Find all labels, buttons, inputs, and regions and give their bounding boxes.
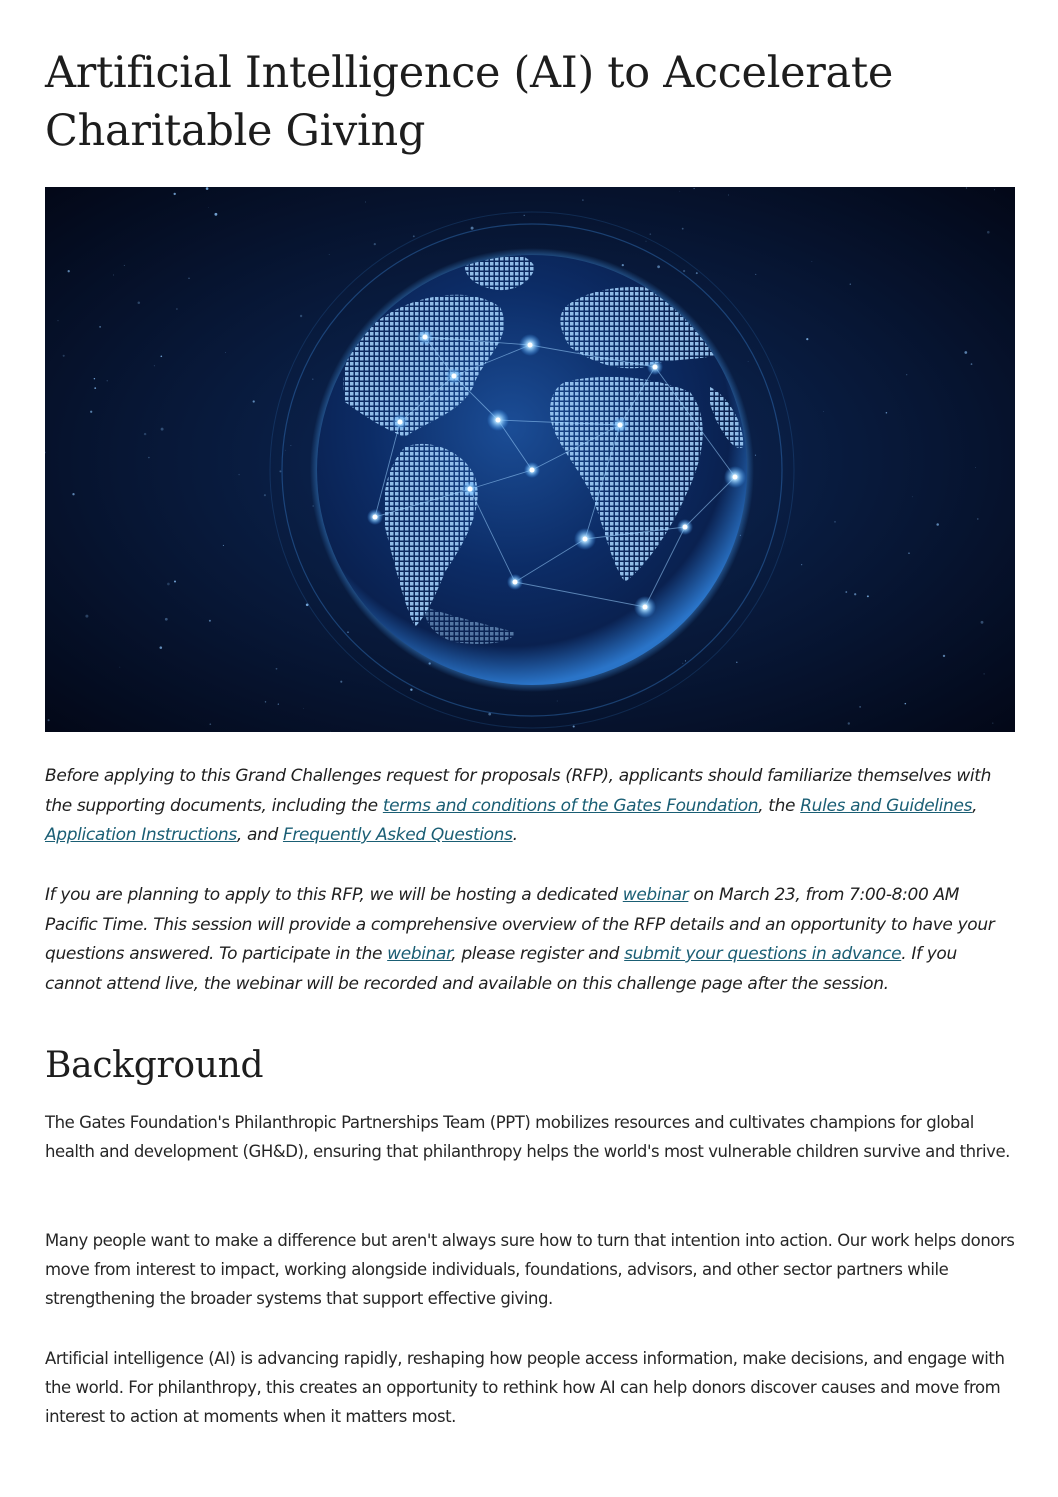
star xyxy=(148,457,150,459)
star xyxy=(174,580,176,582)
network-node-core xyxy=(643,605,648,610)
star xyxy=(971,363,973,365)
star xyxy=(225,352,226,353)
star xyxy=(290,445,291,446)
intro-text: . If you cannot attend live, the webinar will be recorded and available on this challenge page after the session. xyxy=(45,944,957,994)
star xyxy=(330,731,331,732)
star xyxy=(99,326,101,328)
star xyxy=(167,583,170,586)
star xyxy=(886,412,888,414)
network-node-core xyxy=(530,468,535,473)
star xyxy=(694,188,695,189)
network-node-core xyxy=(733,475,738,480)
intro-text: on March 23, from 7:00-8:00 AM Pacific Time. This session will provide a comprehensive overview of the RFP details and an opportunity to have your questions answered. To participate in the xyxy=(45,885,995,964)
background-paragraph-2: Many people want to make a difference but aren't always sure how to turn that intention into action. Our work helps donors move from interest to impact, working alongside individuals, foundations, advisors, and other sector partners while strengthening the broader systems that support effective giving. xyxy=(45,1231,1015,1308)
star xyxy=(811,261,812,262)
star xyxy=(303,708,304,709)
star xyxy=(68,270,70,272)
star xyxy=(160,355,162,357)
star xyxy=(524,215,525,216)
star xyxy=(573,725,575,727)
star xyxy=(340,681,342,683)
star xyxy=(848,722,850,724)
star xyxy=(908,552,909,553)
background-paragraph-1: The Gates Foundation's Philanthropic Partnerships Team (PPT) mobilizes resources and cultivates champions for global health and development (GH&D), ensuring that philanthropy helps the world's most vulnerable children survive and thrive. xyxy=(45,1113,1010,1161)
star xyxy=(329,254,330,255)
network-node-core xyxy=(583,537,588,542)
network-node-core xyxy=(528,343,533,348)
star xyxy=(94,387,96,389)
star xyxy=(119,667,120,668)
star xyxy=(265,701,266,702)
star xyxy=(981,621,984,624)
intro-text: . xyxy=(512,825,518,845)
intro-text: , please register and xyxy=(451,944,625,964)
star xyxy=(845,591,847,593)
star xyxy=(850,283,851,284)
star xyxy=(174,193,176,195)
star xyxy=(854,593,856,595)
star xyxy=(685,660,686,661)
network-node-core xyxy=(683,525,688,530)
star xyxy=(905,703,907,705)
intro-text: Before applying to this Grand Challenges request for proposals (RFP), applicants should familiarize themselves with the supporting documents, including the xyxy=(45,766,992,816)
star xyxy=(72,493,74,495)
star xyxy=(682,228,684,230)
page-title xyxy=(45,44,1015,160)
background-heading: Background xyxy=(45,1045,264,1086)
star xyxy=(312,379,313,380)
star xyxy=(300,315,302,317)
star xyxy=(138,301,141,304)
network-node-core xyxy=(398,420,403,425)
star xyxy=(943,655,945,657)
star xyxy=(94,378,95,379)
background-paragraph-3: Artificial intelligence (AI) is advancing rapidly, reshaping how people access information, make decisions, and engage with the world. For philanthropy, this creates an opportunity to rethink how AI can help donors discover causes and move from interest to action at moments when it matters most. xyxy=(45,1349,1005,1426)
star xyxy=(347,631,349,633)
star xyxy=(696,272,698,274)
submit-questions-link[interactable]: submit your questions in advance xyxy=(624,944,902,964)
star xyxy=(755,274,756,275)
hero-image xyxy=(45,187,1015,732)
star xyxy=(160,646,163,649)
star xyxy=(264,494,266,496)
star xyxy=(736,662,737,663)
star xyxy=(823,411,824,412)
star xyxy=(85,615,88,618)
star xyxy=(374,243,376,245)
star xyxy=(58,320,59,321)
star xyxy=(285,450,286,451)
star xyxy=(365,202,366,203)
star xyxy=(208,207,209,208)
network-node-core xyxy=(513,580,518,585)
star xyxy=(582,199,583,200)
star xyxy=(994,189,995,190)
star xyxy=(987,231,990,234)
star xyxy=(966,187,967,188)
star xyxy=(657,265,660,268)
star xyxy=(188,278,189,279)
webinar-link-2[interactable]: webinar xyxy=(387,944,452,964)
star xyxy=(154,365,155,366)
star xyxy=(801,564,802,565)
star xyxy=(214,213,217,216)
star xyxy=(975,467,976,468)
network-node-core xyxy=(468,487,473,492)
star xyxy=(223,545,224,546)
star xyxy=(867,595,869,597)
application-instructions-link[interactable]: Application Instructions xyxy=(45,825,237,845)
network-node-core xyxy=(496,418,501,423)
star xyxy=(276,668,278,670)
star xyxy=(209,723,211,725)
star xyxy=(977,518,978,519)
star xyxy=(964,351,967,354)
intro-text: , and xyxy=(236,825,283,845)
network-node-core xyxy=(452,374,457,379)
star xyxy=(834,521,836,523)
title-line-2: Charitable Giving xyxy=(45,106,426,156)
star xyxy=(984,673,985,674)
star xyxy=(683,270,685,272)
star xyxy=(728,195,729,196)
star xyxy=(48,719,50,721)
intro-text: , the xyxy=(758,795,801,816)
star xyxy=(859,706,861,708)
star xyxy=(124,265,125,266)
star xyxy=(471,227,474,230)
intro-paragraph-2 xyxy=(45,881,1015,999)
star xyxy=(650,233,652,235)
globe-network-image xyxy=(45,187,1015,732)
star xyxy=(992,722,993,723)
title-line-1: Artificial Intelligence (AI) to Accelerate xyxy=(45,48,894,98)
star xyxy=(682,663,683,664)
network-node-core xyxy=(423,335,428,340)
star xyxy=(238,474,239,475)
star xyxy=(748,361,749,362)
star xyxy=(279,470,281,472)
webinar-link[interactable]: webinar xyxy=(622,885,689,905)
star xyxy=(161,428,164,431)
network-node-core xyxy=(618,423,623,428)
star xyxy=(209,620,211,622)
intro-text: If you are planning to apply to this RFP, we will be hosting a dedicated xyxy=(45,885,623,905)
network-node-core xyxy=(653,365,658,370)
intro-text: , xyxy=(972,795,978,816)
star xyxy=(176,308,178,310)
star xyxy=(755,455,756,456)
star xyxy=(936,523,939,526)
star xyxy=(63,355,65,357)
star xyxy=(144,433,146,435)
rules-and-guidelines-link[interactable]: Rules and Guidelines xyxy=(800,795,973,816)
star xyxy=(557,701,558,702)
star xyxy=(165,618,168,621)
star xyxy=(906,374,907,375)
faq-link[interactable]: Frequently Asked Questions xyxy=(282,825,513,845)
intro-paragraph-1 xyxy=(45,762,1015,851)
star xyxy=(622,264,624,266)
star xyxy=(413,235,415,237)
star xyxy=(206,187,209,190)
terms-and-conditions-link[interactable]: terms and conditions of the Gates Foundation xyxy=(382,795,759,816)
star xyxy=(278,704,279,705)
star xyxy=(410,689,412,691)
star xyxy=(912,496,913,497)
network-node-core xyxy=(373,515,378,520)
star xyxy=(646,241,647,242)
star xyxy=(107,380,108,381)
star xyxy=(90,411,92,413)
star xyxy=(679,191,680,192)
star xyxy=(113,275,114,276)
star xyxy=(806,338,808,340)
star xyxy=(253,400,255,402)
